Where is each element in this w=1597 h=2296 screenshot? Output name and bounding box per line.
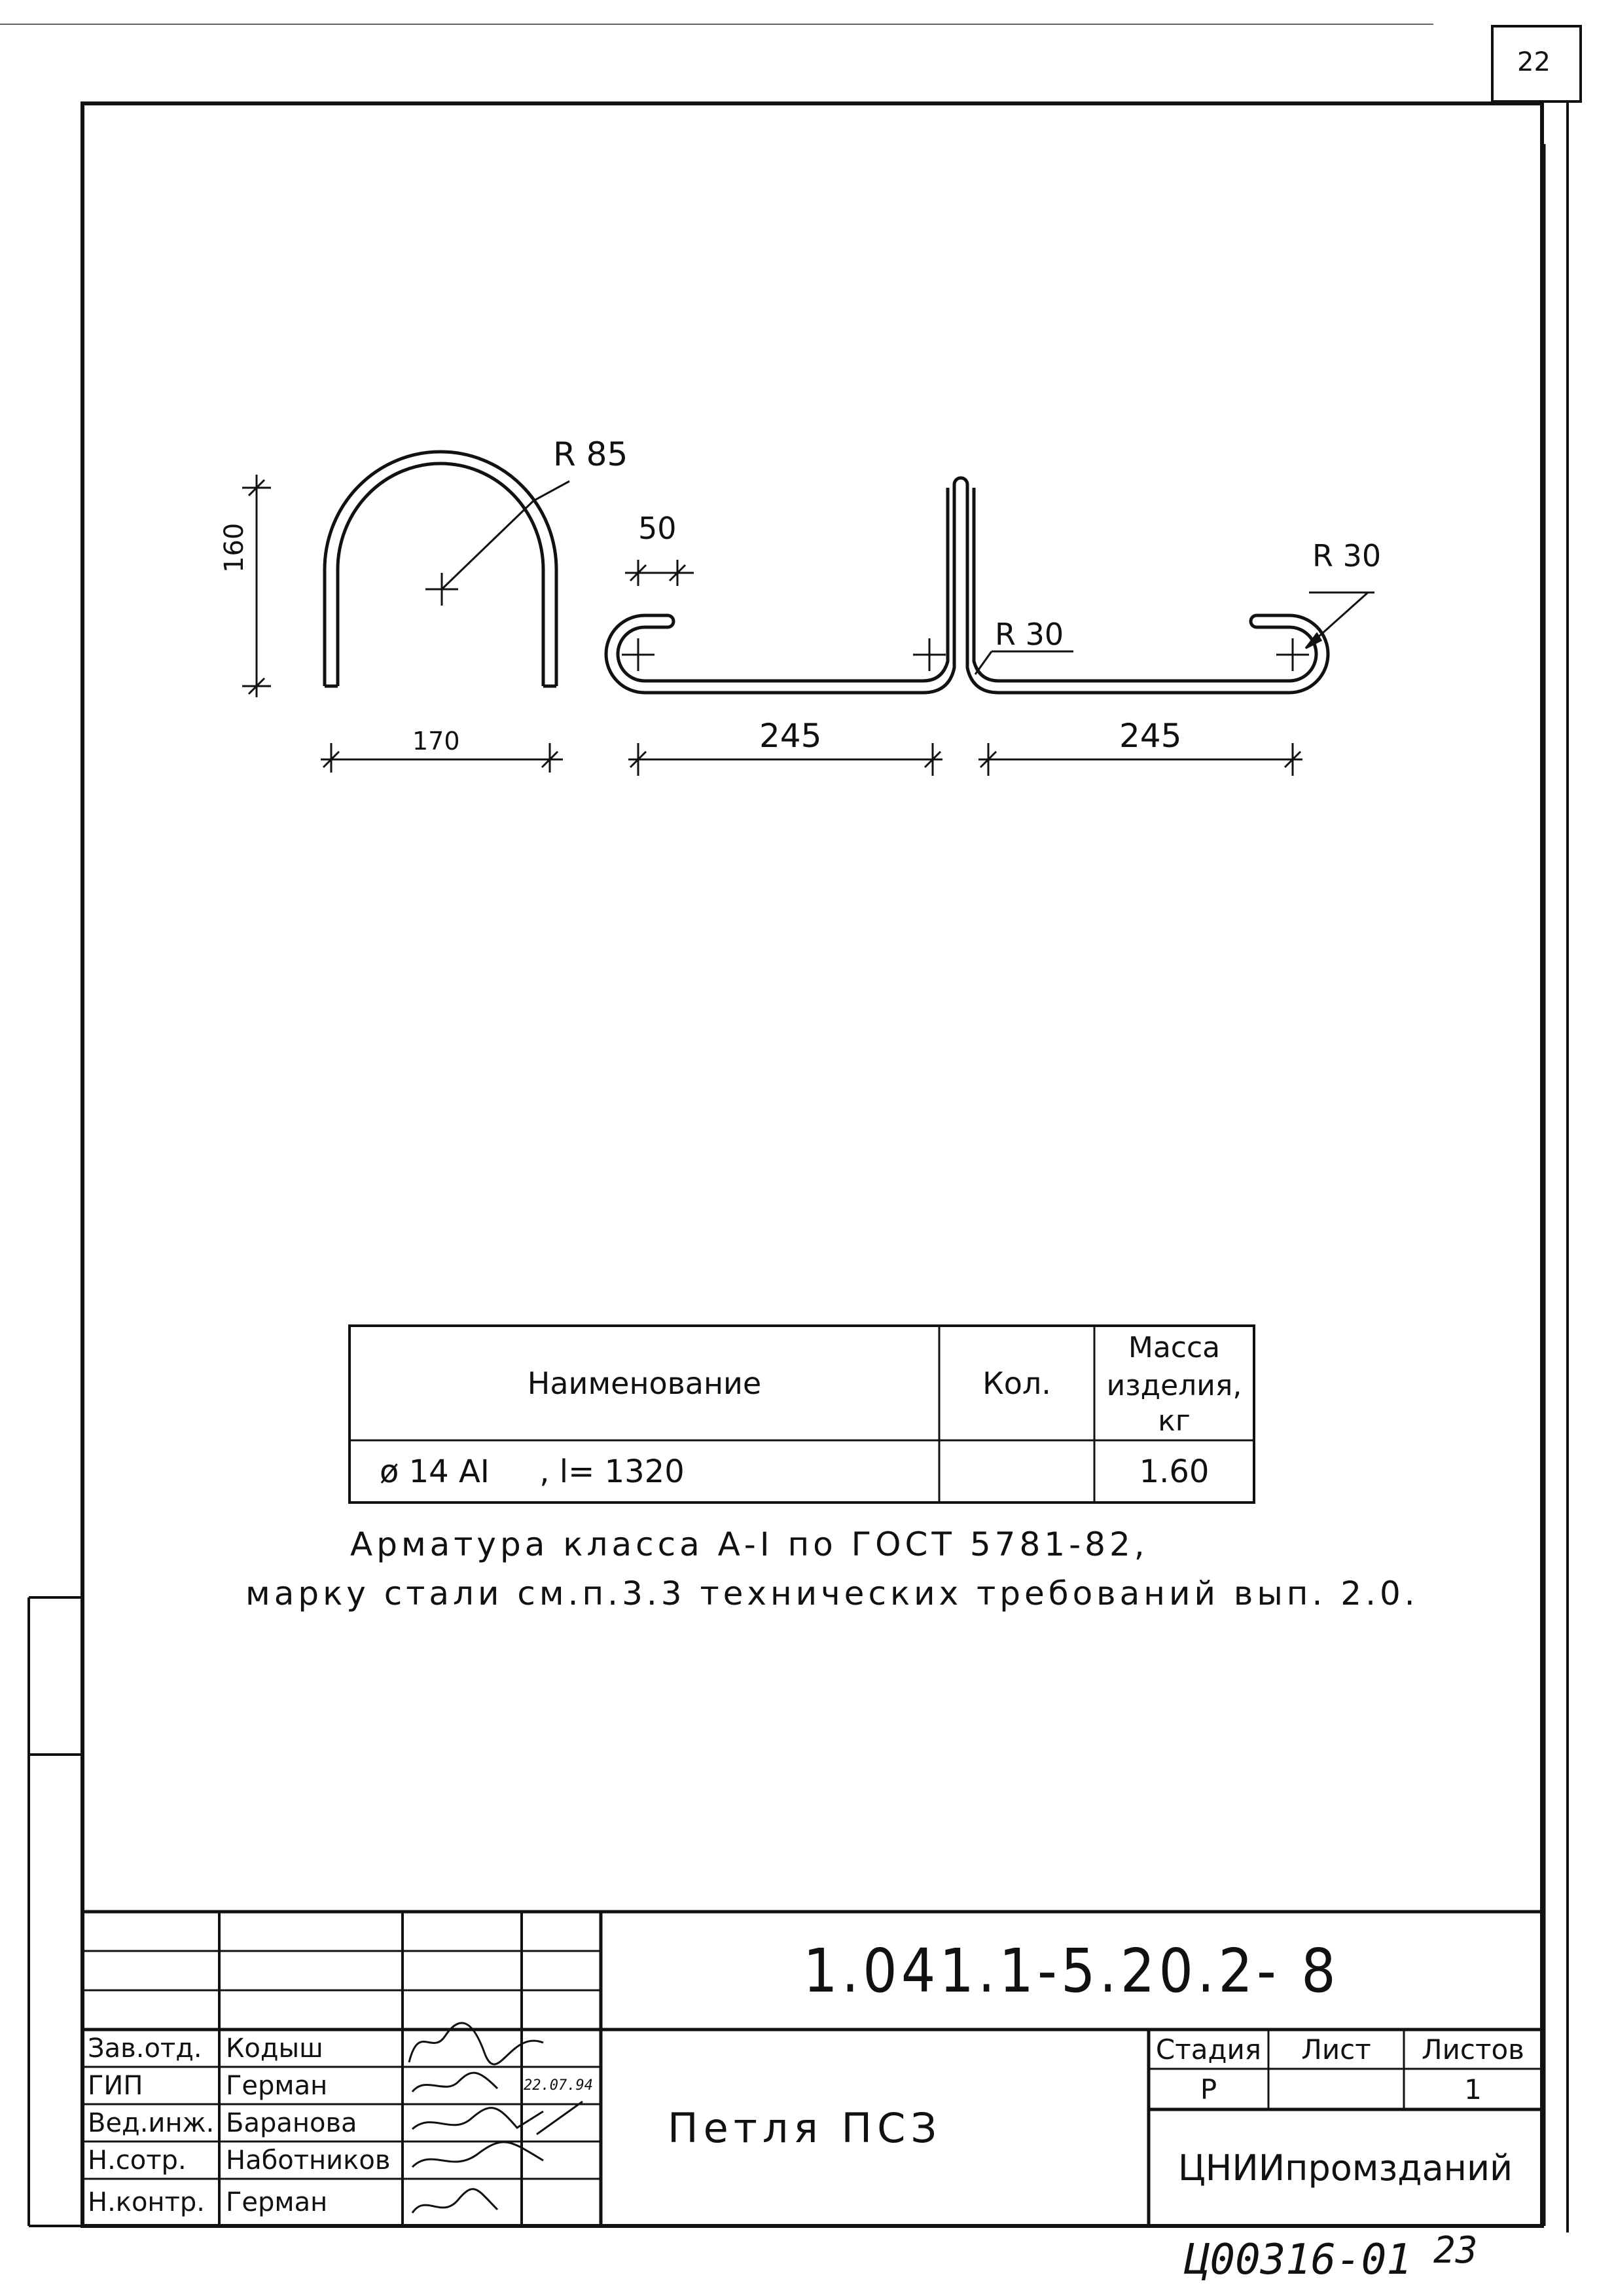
signer-name-1: Кодыш [226,2033,323,2064]
doc-code: 1.041.1-5.20.2- 8 [803,1935,1340,2006]
stage-value: Р [1200,2073,1217,2105]
organization-name: ЦНИИпромзданий [1177,2147,1513,2189]
sheets-value: 1 [1464,2073,1482,2105]
dim-right-length: 245 [1119,717,1182,755]
archive-page: 23 [1433,2229,1478,2272]
note-line-2: марку стали см.п.3.3 технических требований вып. 2.0. [245,1575,1419,1613]
dim-radius-center: R 30 [995,617,1064,652]
signer-role-1: Зав.отд. [88,2033,202,2064]
signer-name-2: Герман [226,2070,328,2101]
item-title: Петля ПСЗ [668,2104,942,2152]
spec-header-mass-line3: кг [1158,1404,1191,1438]
signer-name-4: Наботников [226,2145,391,2176]
sheet-label: Лист [1301,2033,1371,2066]
spec-header-mass-line2: изделия, [1106,1369,1242,1402]
dim-radius-right: R 30 [1312,538,1382,574]
archive-number: Ц00316-01 [1185,2236,1412,2284]
dim-width-loop: 170 [412,727,460,756]
signer-role-2: ГИП [88,2070,143,2101]
signer-name-3: Баранова [226,2107,357,2138]
sheets-label: Листов [1422,2033,1524,2066]
spec-row-name: ø 14 АI , l= 1320 [380,1453,685,1490]
dim-height-loop: 160 [219,522,249,573]
spec-header-mass-line1: Масса [1128,1331,1221,1364]
spec-header-name: Наименование [527,1365,762,1401]
signer-name-5: Герман [226,2187,328,2217]
signer-date-2: 22.07.94 [524,2077,593,2094]
spec-row-mass: 1.60 [1139,1453,1210,1490]
dim-left-length: 245 [759,717,822,755]
stage-label: Стадия [1155,2033,1262,2066]
spec-header-qty: Кол. [982,1365,1051,1401]
signer-role-5: Н.контр. [88,2187,205,2217]
note-line-1: Арматура класса А-I по ГОСТ 5781-82, [350,1525,1149,1563]
signer-role-3: Вед.инж. [88,2107,215,2138]
dim-hook-gap: 50 [638,511,677,546]
signer-role-4: Н.сотр. [88,2145,187,2176]
page-number: 22 [1517,47,1551,77]
dim-radius-loop: R 85 [553,435,628,473]
